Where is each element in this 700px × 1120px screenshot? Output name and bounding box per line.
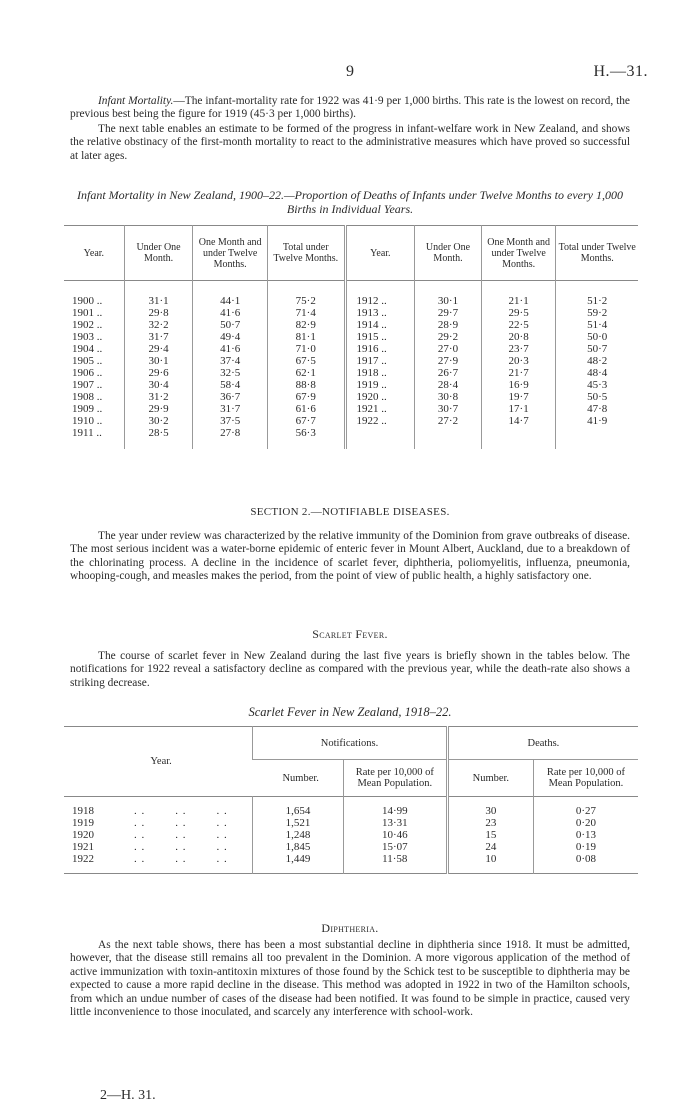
table-cell: 50·7 — [193, 319, 268, 331]
mortality-table-caption: Infant Mortality in New Zealand, 1900–22.—Proportion of Deaths of Infants under Twelve Months to every 1,000 Births in Individual Years. — [77, 188, 623, 216]
table-cell: 1910 .. — [72, 415, 103, 427]
table-cell: 20·8 — [481, 331, 556, 343]
table-cell: 37·4 — [193, 355, 268, 367]
table-cell: 44·1 — [193, 295, 268, 307]
table-cell: 41·9 — [556, 415, 638, 427]
table-cell: 50·5 — [556, 391, 638, 403]
table-cell: 21·1 — [481, 295, 556, 307]
leader-dots: . . . . . . — [134, 853, 228, 865]
col-header-year: Year. — [150, 756, 172, 767]
table-cell: 1902 .. — [72, 319, 103, 331]
table-cell: 1914 .. — [345, 319, 415, 331]
table-cell: 1916 .. — [345, 343, 415, 355]
table-row — [64, 829, 638, 841]
table-cell: 21·7 — [481, 367, 556, 379]
table-cell: 16·9 — [481, 379, 556, 391]
leader-dots: . . . . . . — [134, 829, 228, 841]
col-header-one-to-twelve: One Month and under Twelve Months. — [193, 226, 268, 281]
table-cell: 41·6 — [193, 343, 268, 355]
table-cell: 48·4 — [556, 367, 638, 379]
table-row — [64, 343, 638, 355]
table-cell: 23 — [447, 817, 533, 829]
table-cell: 67·9 — [267, 391, 345, 403]
table-cell: 50·7 — [556, 343, 638, 355]
col-header-one-to-twelve-2: One Month and under Twelve Months. — [481, 226, 556, 281]
table-cell: 27·9 — [415, 355, 482, 367]
table-cell: 31·7 — [124, 331, 193, 343]
leader-dots: . . . . . . — [134, 817, 228, 829]
table-cell: 1904 .. — [72, 343, 103, 355]
diphtheria-paragraph: As the next table shows, there has been a most substantial decline in diphtheria since 1918. It must be admitted, however, that the disease still remains all too prevalent in the Dominion. A more vigorous application of the method of active immunization with toxin-antitoxin mixtures of those found by the Schick test to be susceptible to diphtheria may be expected to cause a more rapid decline in the disease. This method was adopted in 1922 in two of the Hamilton schools, from which an undue number of cases of the disease had been notified. It was found to be simple in practice, caused very little inconvenience to those inoculated, and scarcely any interference with school-work. — [70, 939, 630, 1019]
table-cell: 58·4 — [193, 379, 268, 391]
table-cell: 26·7 — [415, 367, 482, 379]
table-cell: 0·08 — [533, 853, 638, 865]
table-cell: 1919 .. — [345, 379, 415, 391]
table-cell: 27·0 — [415, 343, 482, 355]
table-cell: 30·1 — [124, 355, 193, 367]
table-cell: 50·0 — [556, 331, 638, 343]
leader-dots: . . . . . . — [134, 805, 228, 817]
table-cell — [415, 427, 482, 439]
table-row — [64, 817, 638, 829]
table-cell: 56·3 — [267, 427, 345, 439]
table-cell: 29·5 — [481, 307, 556, 319]
table-cell: 1922 .. — [345, 415, 415, 427]
group-header-notifications: Notifications. — [253, 727, 448, 760]
section-2-paragraph: The year under review was characterized by the relative immunity of the Dominion from grave outbreaks of disease. The most serious incident was a water-borne epidemic of enteric fever in Mount Albert, Auckland, due to a breakdown of the chlorinating process. A decline in the incidence of scarlet fever, diphtheria, poliomyelitis, influenza, pneumonia, whooping-cough, and measles makes the period, from the point of view of public health, a highly satisfactory one. — [70, 530, 630, 583]
table-cell: 31·2 — [124, 391, 193, 403]
table-cell: 82·9 — [267, 319, 345, 331]
table-cell: 32·2 — [124, 319, 193, 331]
table-cell: 59·2 — [556, 307, 638, 319]
table-cell: 29·7 — [415, 307, 482, 319]
table-cell — [481, 427, 556, 439]
table-row — [64, 355, 638, 367]
table-cell: 30 — [447, 805, 533, 817]
table-cell: 1906 .. — [72, 367, 103, 379]
document-reference: H.—31. — [593, 63, 648, 80]
table-spacer-row — [64, 797, 638, 806]
table-spacer-row — [64, 281, 638, 296]
table-cell: 24 — [447, 841, 533, 853]
table-cell: 29·6 — [124, 367, 193, 379]
table-cell: 29·4 — [124, 343, 193, 355]
table-cell: 71·4 — [267, 307, 345, 319]
table-cell — [64, 805, 253, 817]
table-cell: 30·2 — [124, 415, 193, 427]
scarlet-table-body — [64, 797, 638, 874]
table-cell: 19·7 — [481, 391, 556, 403]
table-header-row — [64, 226, 638, 281]
table-cell: 15·07 — [343, 841, 447, 853]
table-cell: 11·58 — [343, 853, 447, 865]
table-cell: 1,845 — [253, 841, 344, 853]
diphtheria-heading: Diphtheria. — [321, 921, 379, 935]
table-row — [64, 841, 638, 853]
table-cell: 30·1 — [415, 295, 482, 307]
table-cell: 67·7 — [267, 415, 345, 427]
table-cell: 1,248 — [253, 829, 344, 841]
year-value: 1919 — [72, 817, 94, 829]
table-cell: 49·4 — [193, 331, 268, 343]
table-cell: 14·7 — [481, 415, 556, 427]
year-value: 1920 — [72, 829, 94, 841]
table-cell: 51·2 — [556, 295, 638, 307]
table-cell: 28·5 — [124, 427, 193, 439]
year-value: 1921 — [72, 841, 94, 853]
table-cell: 1,521 — [253, 817, 344, 829]
table-cell: 88·8 — [267, 379, 345, 391]
table-row — [64, 403, 638, 415]
col-header-year-2: Year. — [345, 226, 415, 281]
table-cell: 1917 .. — [345, 355, 415, 367]
table-cell: 1911 .. — [72, 427, 102, 439]
table-cell: 61·6 — [267, 403, 345, 415]
table-cell — [556, 427, 638, 439]
col-header-deaths-rate: Rate per 10,000 of Mean Population. — [533, 760, 638, 797]
table-cell: 1905 .. — [72, 355, 103, 367]
table-cell: 28·9 — [415, 319, 482, 331]
col-header-notifications-number: Number. — [282, 772, 319, 784]
col-header-under-one-month: Under One Month. — [124, 226, 193, 281]
table-cell: 0·20 — [533, 817, 638, 829]
col-header-deaths-number: Number. — [447, 760, 533, 797]
infant-mortality-label: Infant Mortality. — [98, 95, 174, 107]
table-cell: 1909 .. — [72, 403, 103, 415]
infant-mortality-paragraph — [70, 95, 630, 122]
table-cell: 14·99 — [343, 805, 447, 817]
scarlet-fever-table — [64, 726, 638, 874]
table-cell: 0·13 — [533, 829, 638, 841]
table-cell: 51·4 — [556, 319, 638, 331]
infant-mortality-table — [64, 225, 638, 449]
table-cell: 23·7 — [481, 343, 556, 355]
mortality-table-body — [64, 281, 638, 450]
infant-mortality-text: —The infant-mortality rate for 1922 was 41·9 per 1,000 births. This rate is the lowest on record, the previous best being the figure for 1919 (45·3 per 1,000 births). — [70, 95, 630, 121]
table-cell: 81·1 — [267, 331, 345, 343]
section-2-heading: SECTION 2.—NOTIFIABLE DISEASES. — [250, 506, 450, 518]
table-row — [64, 391, 638, 403]
table-cell: 1918 .. — [345, 367, 415, 379]
table-cell: 15 — [447, 829, 533, 841]
table-cell: 29·8 — [124, 307, 193, 319]
table-cell — [64, 853, 253, 865]
table-cell: 10 — [447, 853, 533, 865]
table-cell: 36·7 — [193, 391, 268, 403]
table-cell: 10·46 — [343, 829, 447, 841]
table-cell: 1912 .. — [345, 295, 415, 307]
table-cell: 47·8 — [556, 403, 638, 415]
table-cell: 31·1 — [124, 295, 193, 307]
table-cell: 48·2 — [556, 355, 638, 367]
table-row — [64, 367, 638, 379]
table-row — [64, 805, 638, 817]
table-cell — [64, 829, 253, 841]
col-header-under-one-month-2: Under One Month. — [415, 226, 482, 281]
footer-signature: 2—H. 31. — [100, 1088, 156, 1103]
table-row — [64, 295, 638, 307]
table-cell: 71·0 — [267, 343, 345, 355]
table-cell — [345, 427, 415, 439]
table-row — [64, 379, 638, 391]
table-row — [64, 307, 638, 319]
table-row — [64, 319, 638, 331]
table-spacer-row — [64, 865, 638, 874]
table-cell — [64, 841, 253, 853]
next-table-paragraph: The next table enables an estimate to be formed of the progress in infant-welfare work in New Zealand, and shows the relative obstinacy of the first-month mortality to react to the administrative measures which have proved so successful at later ages. — [70, 123, 630, 162]
table-cell: 1,449 — [253, 853, 344, 865]
group-header-deaths: Deaths. — [447, 727, 638, 760]
year-value: 1922 — [72, 853, 94, 865]
table-cell: 32·5 — [193, 367, 268, 379]
table-cell: 1,654 — [253, 805, 344, 817]
table-cell: 1920 .. — [345, 391, 415, 403]
table-spacer-row — [64, 439, 638, 449]
table-cell: 1907 .. — [72, 379, 103, 391]
table-row — [64, 415, 638, 427]
table-row — [64, 853, 638, 865]
table-group-header-row — [64, 727, 638, 760]
table-cell: 1900 .. — [72, 295, 103, 307]
table-cell: 20·3 — [481, 355, 556, 367]
table-cell: 0·19 — [533, 841, 638, 853]
table-cell: 1901 .. — [72, 307, 103, 319]
table-cell: 45·3 — [556, 379, 638, 391]
col-header-year: Year. — [83, 247, 105, 259]
scarlet-table-caption: Scarlet Fever in New Zealand, 1918–22. — [248, 705, 452, 719]
table-row — [64, 427, 638, 439]
table-cell: 30·7 — [415, 403, 482, 415]
table-cell: 0·27 — [533, 805, 638, 817]
table-cell: 75·2 — [267, 295, 345, 307]
table-cell: 31·7 — [193, 403, 268, 415]
table-cell: 27·2 — [415, 415, 482, 427]
col-header-total-2: Total under Twelve Months. — [556, 226, 638, 281]
col-header-total: Total under Twelve Months. — [267, 226, 345, 281]
table-cell: 30·8 — [415, 391, 482, 403]
scarlet-fever-heading: Scarlet Fever. — [312, 627, 388, 641]
year-value: 1918 — [72, 805, 94, 817]
table-cell: 67·5 — [267, 355, 345, 367]
table-cell: 1921 .. — [345, 403, 415, 415]
table-cell: 22·5 — [481, 319, 556, 331]
table-cell: 29·2 — [415, 331, 482, 343]
table-cell: 62·1 — [267, 367, 345, 379]
table-cell: 1915 .. — [345, 331, 415, 343]
col-header-notifications-rate: Rate per 10,000 of Mean Population. — [343, 760, 447, 797]
table-cell: 27·8 — [193, 427, 268, 439]
table-cell: 30·4 — [124, 379, 193, 391]
scarlet-fever-paragraph: The course of scarlet fever in New Zealand during the last five years is briefly shown in the tables below. The notifications for 1922 reveal a satisfactory decline as compared with the previous year, while the death-rate also shows a striking decrease. — [70, 650, 630, 689]
leader-dots: . . . . . . — [134, 841, 228, 853]
table-cell: 28·4 — [415, 379, 482, 391]
table-cell: 1903 .. — [72, 331, 103, 343]
table-cell: 37·5 — [193, 415, 268, 427]
table-cell: 1908 .. — [72, 391, 103, 403]
page-number: 9 — [346, 63, 354, 80]
table-cell: 29·9 — [124, 403, 193, 415]
table-row — [64, 331, 638, 343]
table-cell: 41·6 — [193, 307, 268, 319]
table-cell: 17·1 — [481, 403, 556, 415]
table-cell — [64, 817, 253, 829]
table-cell: 13·31 — [343, 817, 447, 829]
table-cell: 1913 .. — [345, 307, 415, 319]
